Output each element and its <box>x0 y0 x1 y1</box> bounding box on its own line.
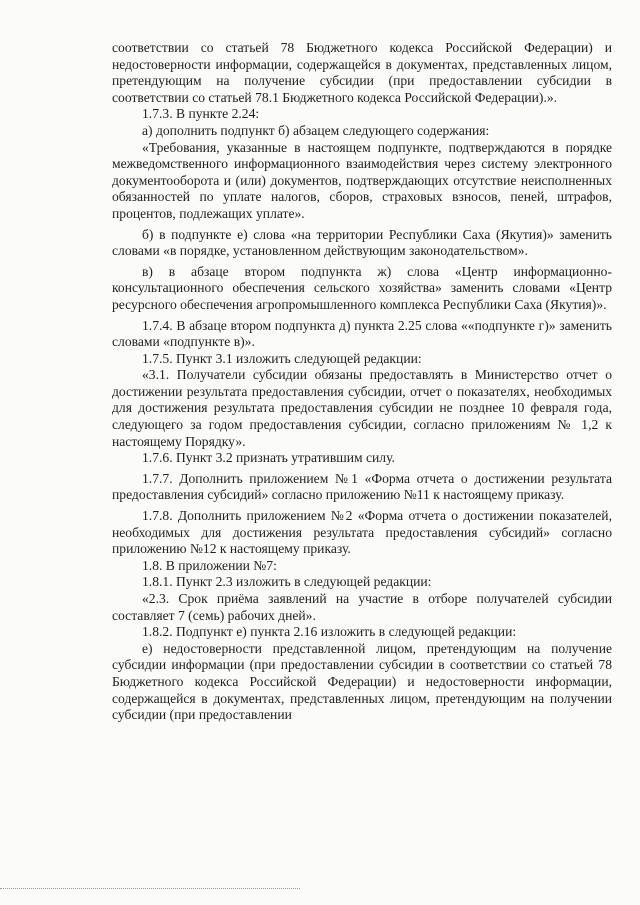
paragraph: в) в абзаце втором подпункта ж) слова «Центр информационно-консультационного обеспечения сельского хозяйства» заменить словами «Центр ресурсного обеспечения агропромышленного комплекса Республики Саха (Якутия)». <box>112 263 612 312</box>
paragraph: 1.8. В приложении №7: <box>142 557 277 573</box>
paragraph: 1.8.1. Пункт 2.3 изложить в следующей редакции: <box>142 574 432 590</box>
paragraph: 1.7.7. Дополнить приложением №1 «Форма отчета о достижении результата предоставления субсидий» согласно приложению №11 к настоящему приказу. <box>112 470 612 503</box>
paragraph: 1.7.8. Дополнить приложением №2 «Форма отчета о достижении показателей, необходимых для достижения результата предоставления субсидий» согласно приложению №12 к настоящему приказу. <box>112 508 612 557</box>
paragraph: 1.7.5. Пункт 3.1 изложить следующей редакции: <box>142 350 422 366</box>
paragraph: «2.3. Срок приёма заявлений на участие в отборе получателей субсидии составляет 7 (семь) рабочих дней». <box>112 591 612 623</box>
paragraph: «3.1. Получатели субсидии обязаны предоставлять в Министерство отчет о достижении результата предоставления субсидии, отчет о показателях, необходимых для достижения результата предоставления субсидии не позднее 10 февраля года, следующего за годом предоставления субсидии, согласно приложениям № 1,2 к настоящему Порядку». <box>112 367 612 449</box>
paragraph: а) дополнить подпункт б) абзацем следующего содержания: <box>142 122 490 138</box>
paragraph: 1.8.2. Подпункт е) пункта 2.16 изложить в следующей редакции: <box>142 624 517 640</box>
paragraph: «Требования, указанные в настоящем подпункте, подтверждаются в порядке межведомственного информационного взаимодействия через систему электронного документооборота и (или) документов, подтверждающих отсутствие неисполненных обязанностей по уплате налогов, сборов, страховых взносов, пеней, штрафов, процентов, подлежащих уплате». <box>112 139 612 221</box>
scan-footer-line <box>0 888 300 889</box>
paragraph: соответствии со статьей 78 Бюджетного кодекса Российской Федерации) и недостоверности информации, содержащейся в документах, представленных лицом, претендующим на получение субсидии (при предоставлении субсидии в соответствии со статьей 78.1 Бюджетного кодекса Российской Федерации).». <box>112 40 612 105</box>
paragraph: б) в подпункте е) слова «на территории Республики Саха (Якутия)» заменить словами «в порядке, установленном действующим законодательством». <box>112 226 612 259</box>
paragraph: 1.7.3. В пункте 2.24: <box>142 106 260 122</box>
paragraph: е) недостоверности представленной лицом, претендующим на получение субсидии информации (при предоставлении субсидии в соответствии со статьей 78 Бюджетного кодекса Российской Федерации) и недостоверности информации, содержащейся в документах, представленных лицом, претендующим на получении субсидии (при предоставлении <box>112 640 612 723</box>
paragraph: 1.7.4. В абзаце втором подпункта д) пункта 2.25 слова ««подпункте г)» заменить словами «подпункте в)». <box>112 317 612 350</box>
paragraph: 1.7.6. Пункт 3.2 признать утратившим силу. <box>142 450 395 466</box>
document-body <box>112 40 612 724</box>
